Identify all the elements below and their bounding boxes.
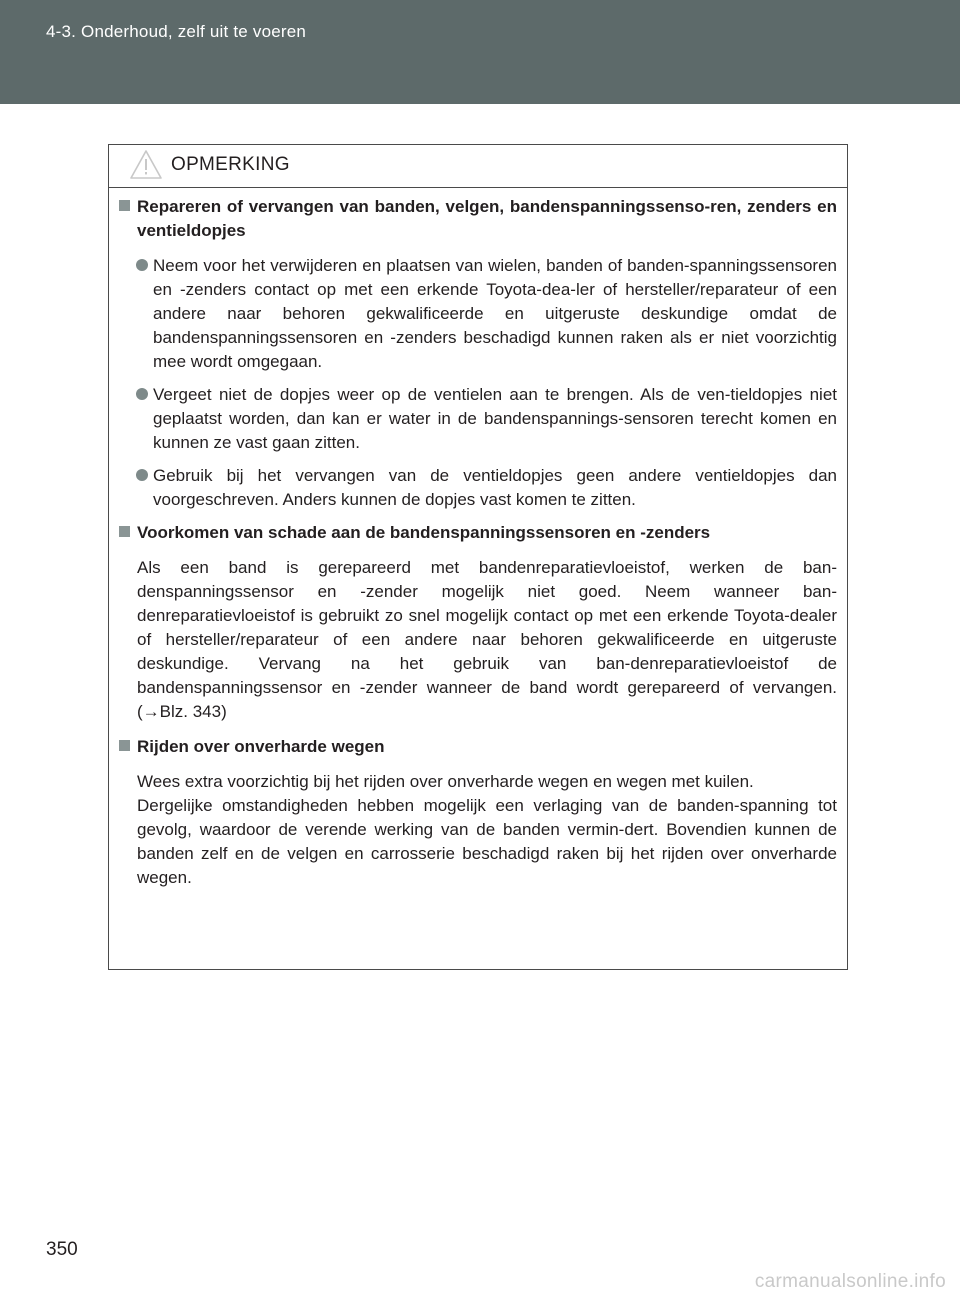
notice-header bbox=[109, 145, 847, 188]
list-item-text: Vergeet niet de dopjes weer op de ventielen aan te brengen. Als de ven-tieldopjes niet geplaatst worden, dan kan er water in de bandenspannings-sensoren terecht komen en kunnen ze vast gaan zitten. bbox=[153, 385, 837, 452]
list-item bbox=[119, 254, 837, 374]
square-bullet-icon bbox=[119, 526, 130, 537]
section-paragraph: Wees extra voorzichtig bij het rijden over onverharde wegen en wegen met kuilen. Dergelijke omstandigheden hebben mogelijk een verlaging van de banden-spanning tot gevolg, waardoor de verende werking van de banden vermin-dert. Bovendien kunnen de banden zelf en de velgen en carrosserie beschadigd raken bij het rijden over onverharde wegen. bbox=[137, 772, 837, 887]
watermark: carmanualsonline.info bbox=[754, 1271, 946, 1292]
section-heading-text: Rijden over onverharde wegen bbox=[137, 737, 385, 756]
section-heading bbox=[119, 521, 837, 545]
list-item-text: Neem voor het verwijderen en plaatsen van wielen, banden of banden-spanningssensoren en -zenders contact op met een erkende Toyota-dea-ler of hersteller/reparateur of een andere naar behoren gekwalificeerde en uitgeruste deskundige omdat de bandenspanningssensoren en -zenders beschadigd kunnen raken als er niet voorzichtig mee wordt omgegaan. bbox=[153, 256, 837, 371]
section-heading-text: Repareren of vervangen van banden, velgen, bandenspanningssenso-ren, zenders en ventieldopjes bbox=[137, 197, 837, 240]
circle-bullet-icon bbox=[136, 469, 148, 481]
circle-bullet-icon bbox=[136, 388, 148, 400]
page-number: 350 bbox=[46, 1239, 78, 1260]
section-heading bbox=[119, 195, 837, 243]
section-heading-text: Voorkomen van schade aan de bandenspanningssensoren en -zenders bbox=[137, 523, 711, 542]
section-title: 4-3. Onderhoud, zelf uit te voeren bbox=[46, 22, 307, 41]
section-heading bbox=[119, 735, 837, 759]
section-paragraph: Als een band is gerepareerd met bandenreparatievloeistof, werken de ban-denspanningssensor en -zender mogelijk niet goed. Neem wanneer ban-denreparatievloeistof is gebruikt zo snel mogelijk contact op met een erkende Toyota-dealer of hersteller/reparateur of een andere naar behoren gekwalificeerde en uitgeruste deskundige. Vervang na het gebruik van ban-denreparatievloeistof de bandenspanningssensor en -zender wanneer de band wordt gerepareerd of vervangen. (→Blz. 343) bbox=[137, 558, 837, 721]
square-bullet-icon bbox=[119, 200, 130, 211]
notice-content bbox=[119, 195, 837, 901]
notice-box bbox=[108, 144, 848, 970]
list-item bbox=[119, 383, 837, 455]
warning-triangle-icon bbox=[129, 149, 163, 181]
square-bullet-icon bbox=[119, 740, 130, 751]
list-item bbox=[119, 464, 837, 512]
circle-bullet-icon bbox=[136, 259, 148, 271]
page-header bbox=[0, 0, 960, 104]
notice-title: OPMERKING bbox=[171, 154, 290, 175]
list-item-text: Gebruik bij het vervangen van de ventieldopjes geen andere ventieldopjes dan voorgeschreven. Anders kunnen de dopjes vast komen te zitten. bbox=[153, 466, 837, 509]
